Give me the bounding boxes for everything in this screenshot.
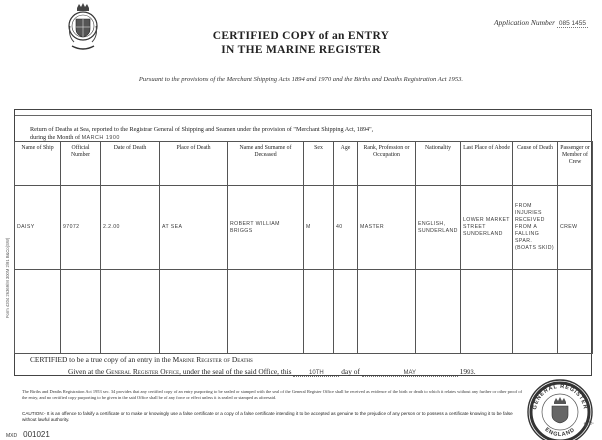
year-suffix: . (473, 367, 476, 376)
application-number-field (494, 18, 588, 27)
column-header: Passenger or Member of Crew (558, 142, 593, 186)
year-prefix: 19 (459, 367, 468, 376)
cell-date-of-death: 2.2.00 (101, 186, 160, 270)
table-row (15, 186, 593, 270)
table-row-empty (15, 270, 593, 354)
return-text-month-prefix: during the Month of (30, 133, 81, 141)
caution-notice: CAUTION:- It is an offence to falsify a certificate or to make or knowingly use a false certificate or a copy of a false certificate intending it to be accepted as genuine to the prejudice of any person or to possess a certificate knowing it to be false without lawful authority. (22, 411, 513, 422)
legal-footnote: The Births and Deaths Registration Act 1953 sec. 34 provides that any certified copy of an entry purporting to be sealed or stamped with the seal of the General Register Office shall be received as evidence of the birth or death to which it relates without any further or other proof of the entry, and no certified copy purporting to be given in the said Office shall be of any force or effect unless it is sealed or stamped as aforesaid. (22, 389, 522, 400)
column-header: Official Number (61, 142, 101, 186)
cell-ship-name: DAISY (15, 186, 61, 270)
application-number-label: Application Number (493, 18, 555, 27)
return-text-line1: Return of Deaths at Sea, reported to the Registrar General of Shipping and Seamen under the provision of "Merchant Shipping Act, 1894", (30, 126, 374, 133)
return-of-deaths-text (30, 126, 373, 142)
certification-text: CERTIFIED to be a true copy of an entry in the (30, 355, 173, 364)
certification-line2 (68, 367, 476, 377)
seal-top-textpath: GENERAL REGISTER (532, 383, 588, 411)
certification-year-value: 93 (467, 370, 474, 376)
certificate-title-line1: CERTIFIED COPY of an ENTRY (212, 30, 390, 42)
column-header: Name and Surname of Deceased (228, 142, 304, 186)
cell-place-of-death: AT SEA (160, 186, 228, 270)
general-register-office-seal-icon (526, 378, 594, 440)
column-header: Name of Ship (15, 142, 61, 186)
cell-last-abode: LOWER MARKET STREET SUNDERLAND (461, 186, 513, 270)
general-register-office-name: General Register Office (105, 367, 180, 376)
seal-clause-text: , under the seal of the said Office, this (179, 367, 292, 376)
cell-age: 40 (334, 186, 358, 270)
table-header-row (15, 142, 593, 186)
death-register-table (14, 141, 593, 354)
serial-number: 001021 (23, 430, 50, 439)
column-header: Nationality (416, 142, 461, 186)
cell-nationality: ENGLISH, SUNDERLAND (416, 186, 461, 270)
return-month-value: MARCH 1900 (81, 134, 120, 141)
frame-top-rule (15, 115, 591, 116)
column-header: Place of Death (160, 142, 228, 186)
certification-day-value: 10TH (293, 370, 339, 377)
column-header: Date of Death (101, 142, 160, 186)
certificate-serial (6, 430, 50, 439)
cell-sex: M (304, 186, 334, 270)
seal-bottom-textpath: ENGLAND (543, 426, 577, 439)
serial-prefix: MXD (6, 433, 18, 439)
marine-register-name: Marine Register of Deaths (172, 355, 253, 364)
cell-name-of-deceased: ROBERT WILLIAM BRIGGS (228, 186, 304, 270)
side-form-code (2, 200, 12, 320)
column-header: Sex (304, 142, 334, 186)
application-number-value: 085 1455 (558, 20, 586, 27)
cell-passenger-or-crew: CREW (558, 186, 593, 270)
column-header: Last Place of Abode (461, 142, 513, 186)
side-form-code-text: Form 4204 26369/M 300M 2/91 B&Co(SW) (5, 237, 10, 318)
cell-rank: MASTER (358, 186, 416, 270)
column-header: Age (334, 142, 358, 186)
seal-initials: E.S. (583, 419, 596, 429)
column-header: Cause of Death (513, 142, 558, 186)
cell-cause-of-death: FROM INJURIES RECEIVED FROM A FALLING SPAR. (BOATS SKID) (513, 186, 558, 270)
certification-month-value: MAY (362, 370, 458, 377)
pursuant-statement: Pursuant to the provisions of the Merchant Shipping Acts 1894 and 1970 and the Births and Deaths Registration Act 1953. (138, 76, 464, 83)
given-at-text: Given at the (68, 367, 106, 376)
day-of-text: day of (341, 367, 360, 376)
certificate-title-line2: IN THE MARINE REGISTER (221, 44, 381, 56)
column-header: Rank, Profession or Occupation (358, 142, 416, 186)
certification-line1 (30, 355, 253, 364)
cell-official-number: 97072 (61, 186, 101, 270)
